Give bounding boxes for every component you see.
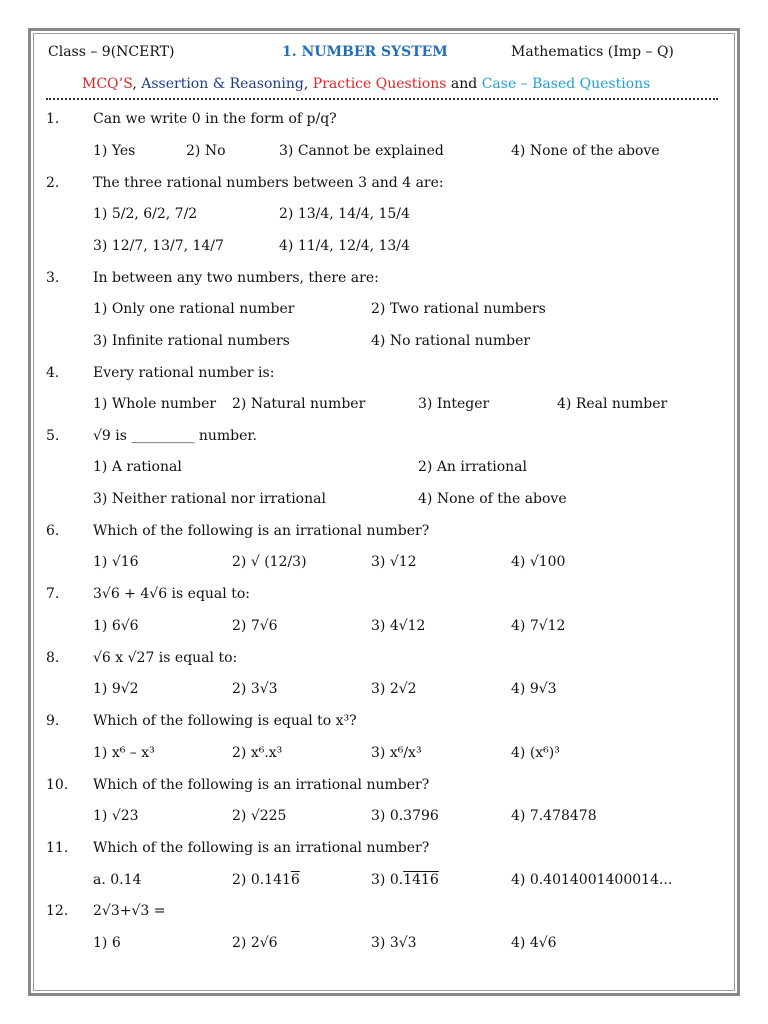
q6-option-1: 1) √16 (93, 554, 139, 570)
subtitle-sep: , (132, 76, 142, 92)
question-number: 3. (46, 270, 60, 286)
q12-option-1: 1) 6 (93, 935, 121, 951)
subtitle-case-based: Case – Based Questions (481, 76, 651, 92)
q2-option-3: 3) 12/7, 13/7, 14/7 (93, 238, 224, 254)
question-number: 9. (46, 713, 60, 729)
subtitle-sep: , (303, 76, 313, 92)
q8-option-2: 2) 3√3 (232, 681, 278, 697)
subtitle-sep: and (446, 76, 482, 92)
q8-option-4: 4) 9√3 (511, 681, 557, 697)
question-text: In between any two numbers, there are: (93, 270, 379, 286)
q4-option-3: 3) Integer (418, 396, 490, 412)
q5-option-2: 2) An irrational (418, 459, 527, 475)
subtitle (82, 76, 692, 92)
question-text: √9 is _________ number. (93, 428, 258, 444)
question-number: 7. (46, 586, 60, 602)
q7-option-1: 1) 6√6 (93, 618, 139, 634)
q11-option-3-repeat: 1416 (403, 872, 439, 888)
header-chapter-title: 1. NUMBER SYSTEM (282, 44, 448, 60)
q6-option-3: 3) √12 (371, 554, 417, 570)
q11-option-2-repeat: 6 (290, 872, 300, 888)
q10-option-1: 1) √23 (93, 808, 139, 824)
q3-option-4: 4) No rational number (371, 333, 531, 349)
q12-option-2: 2) 2√6 (232, 935, 278, 951)
question-text: The three rational numbers between 3 and 4 are: (93, 175, 444, 191)
q3-option-2: 2) Two rational numbers (371, 301, 546, 317)
q11-option-2-base: 2) 0.141 (232, 872, 291, 888)
question-number: 4. (46, 365, 60, 381)
q2-option-4: 4) 11/4, 12/4, 13/4 (279, 238, 410, 254)
question-text: Which of the following is an irrational number? (93, 523, 430, 539)
question-text: Every rational number is: (93, 365, 275, 381)
q5-option-4: 4) None of the above (418, 491, 567, 507)
question-text: Which of the following is an irrational number? (93, 777, 430, 793)
q5-option-3: 3) Neither rational nor irrational (93, 491, 326, 507)
q6-option-2: 2) √ (12/3) (232, 554, 307, 570)
q12-option-4: 4) 4√6 (511, 935, 557, 951)
question-text: Which of the following is an irrational number? (93, 840, 430, 856)
header-class: Class – 9(NCERT) (48, 44, 175, 60)
question-number: 8. (46, 650, 60, 666)
header-subject: Mathematics (Imp – Q) (511, 44, 674, 60)
question-text: √6 x √27 is equal to: (93, 650, 238, 666)
q4-option-1: 1) Whole number (93, 396, 217, 412)
q4-option-4: 4) Real number (557, 396, 668, 412)
q1-option-2: 2) No (186, 143, 226, 159)
question-number: 1. (46, 111, 60, 127)
subtitle-mcqs: MCQ’S (82, 76, 133, 92)
q3-option-3: 3) Infinite rational numbers (93, 333, 290, 349)
q7-option-3: 3) 4√12 (371, 618, 426, 634)
question-number: 12. (46, 903, 69, 919)
q8-option-3: 3) 2√2 (371, 681, 417, 697)
q2-option-1: 1) 5/2, 6/2, 7/2 (93, 206, 198, 222)
q12-option-3: 3) 3√3 (371, 935, 417, 951)
q11-option-3-base: 3) 0. (371, 872, 404, 888)
q2-option-2: 2) 13/4, 14/4, 15/4 (279, 206, 410, 222)
q11-option-3 (371, 872, 439, 888)
q8-option-1: 1) 9√2 (93, 681, 139, 697)
q11-option-1: a. 0.14 (93, 872, 142, 888)
q9-option-1: 1) x⁶ – x³ (93, 745, 155, 761)
question-text: Which of the following is equal to x³? (93, 713, 357, 729)
question-number: 2. (46, 175, 60, 191)
question-text: 3√6 + 4√6 is equal to: (93, 586, 250, 602)
q4-option-2: 2) Natural number (232, 396, 366, 412)
question-text: 2√3+√3 = (93, 903, 166, 919)
q7-option-2: 2) 7√6 (232, 618, 278, 634)
subtitle-practice: Practice Questions (312, 76, 447, 92)
q1-option-3: 3) Cannot be explained (279, 143, 444, 159)
q3-option-1: 1) Only one rational number (93, 301, 295, 317)
q7-option-4: 4) 7√12 (511, 618, 566, 634)
question-number: 5. (46, 428, 60, 444)
q10-option-4: 4) 7.478478 (511, 808, 597, 824)
q9-option-4: 4) (x⁶)³ (511, 745, 560, 761)
q1-option-1: 1) Yes (93, 143, 136, 159)
question-text: Can we write 0 in the form of p/q? (93, 111, 337, 127)
q9-option-3: 3) x⁶/x³ (371, 745, 422, 761)
q1-option-4: 4) None of the above (511, 143, 660, 159)
q11-option-4: 4) 0.4014001400014... (511, 872, 673, 888)
question-number: 6. (46, 523, 60, 539)
q10-option-3: 3) 0.3796 (371, 808, 439, 824)
question-number: 11. (46, 840, 69, 856)
q5-option-1: 1) A rational (93, 459, 182, 475)
q9-option-2: 2) x⁶.x³ (232, 745, 283, 761)
question-number: 10. (46, 777, 69, 793)
dotted-divider (46, 98, 718, 100)
q11-option-2 (232, 872, 300, 888)
subtitle-assertion: Assertion & Reasoning (141, 76, 304, 92)
q10-option-2: 2) √225 (232, 808, 287, 824)
q6-option-4: 4) √100 (511, 554, 566, 570)
